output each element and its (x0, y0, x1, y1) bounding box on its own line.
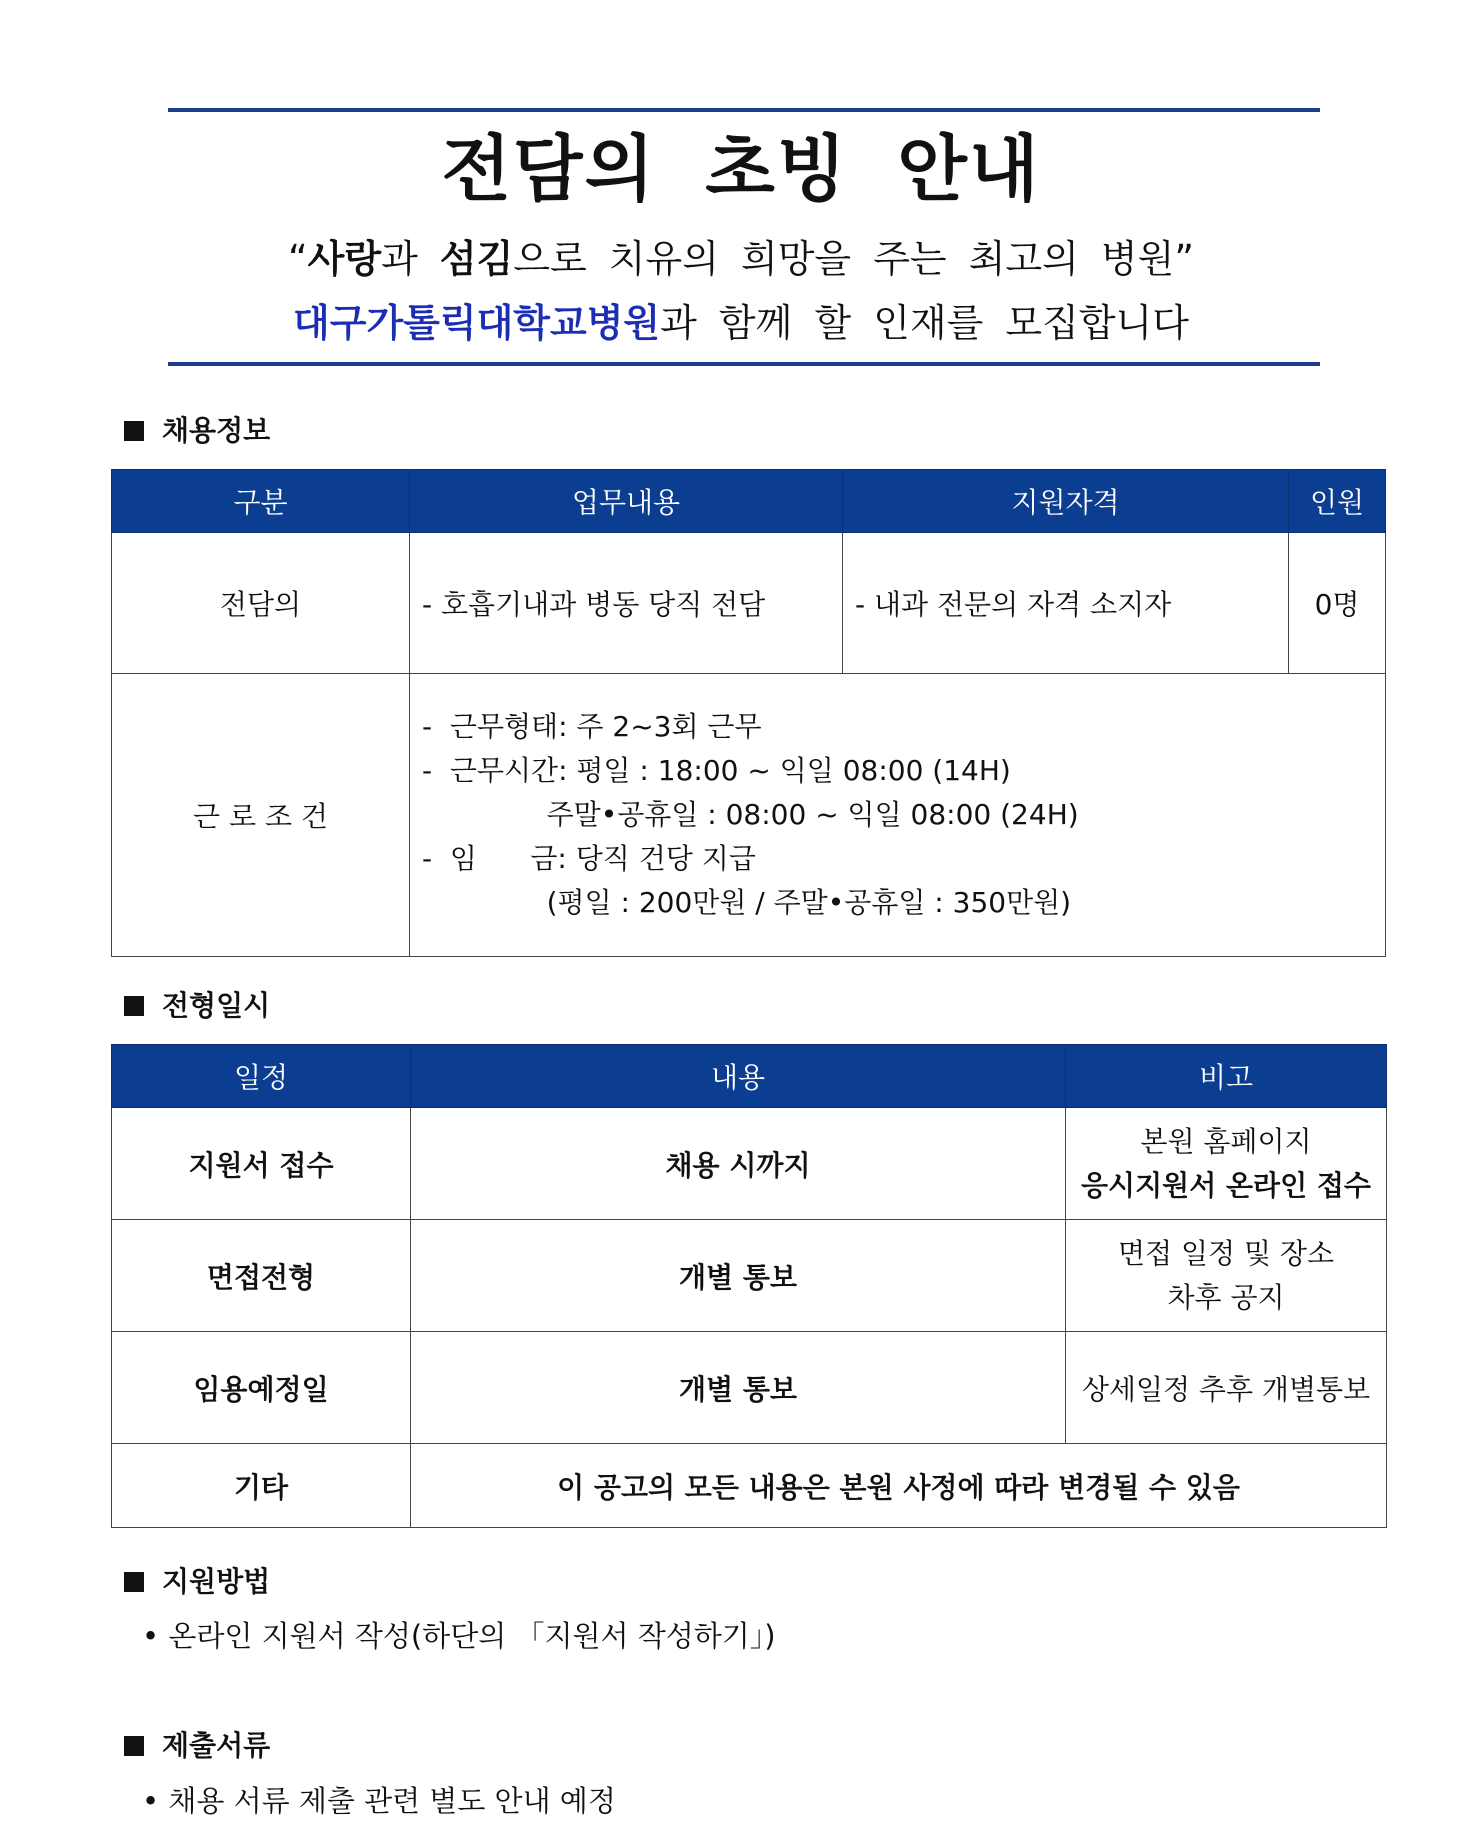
top-divider (168, 108, 1320, 112)
cell-working-conditions-label: 근 로 조 건 (112, 674, 410, 957)
application-method-text: • 온라인 지원서 작성(하단의 「지원서 작성하기」) (142, 1619, 776, 1653)
note-line: 면접 일정 및 장소 (1117, 1236, 1335, 1270)
section-title: 지원방법 (162, 1565, 271, 1598)
table-header-row (112, 470, 1386, 533)
table-row (112, 1444, 1387, 1528)
square-bullet-icon (124, 421, 144, 441)
cell-duty: - 호흡기내과 병동 당직 전담 (410, 533, 843, 674)
open-quote: “ (287, 237, 308, 281)
slogan-connector: 과 (381, 237, 440, 281)
close-quote: ” (1174, 237, 1195, 281)
section-documents (124, 1726, 270, 1766)
condition-line: - 임 금: 당직 건당 지급 (422, 842, 756, 875)
cell-content: 이 공고의 모든 내용은 본원 사정에 따라 변경될 수 있음 (411, 1444, 1387, 1528)
schedule-table (111, 1044, 1387, 1528)
recruitment-info-table (111, 469, 1386, 957)
cell-category: 전담의 (112, 533, 410, 674)
cell-stage: 지원서 접수 (112, 1108, 411, 1220)
header-content: 내용 (411, 1045, 1066, 1108)
cell-note (1066, 1108, 1387, 1220)
cell-count: 0명 (1289, 533, 1386, 674)
section-recruitment-info (124, 411, 270, 451)
condition-line: 주말•공휴일 : 08:00 ~ 익일 08:00 (24H) (422, 798, 1079, 831)
hospital-name: 대구가톨릭대학교병원 (293, 301, 661, 345)
note-line: 본원 홈페이지 (1140, 1124, 1312, 1158)
header-stage: 일정 (112, 1045, 411, 1108)
square-bullet-icon (124, 996, 144, 1016)
square-bullet-icon (124, 1736, 144, 1756)
section-title: 채용정보 (162, 414, 271, 447)
table-row (112, 1220, 1387, 1332)
section-application-method (124, 1562, 270, 1602)
header-qualification: 지원자격 (843, 470, 1289, 533)
condition-line: - 근무시간: 평일 : 18:00 ~ 익일 08:00 (14H) (422, 754, 1011, 787)
section-schedule (124, 986, 270, 1026)
slogan-love: 사랑 (307, 237, 382, 281)
bottom-divider (168, 362, 1320, 366)
square-bullet-icon (124, 1572, 144, 1592)
header-count: 인원 (1289, 470, 1386, 533)
header-note: 비고 (1066, 1045, 1387, 1108)
cell-stage: 임용예정일 (112, 1332, 411, 1444)
cell-stage: 면접전형 (112, 1220, 411, 1332)
cell-content: 개별 통보 (411, 1332, 1066, 1444)
tagline-rest: 과 함께 할 인재를 모집합니다 (660, 301, 1189, 345)
condition-line: - 근무형태: 주 2~3회 근무 (422, 710, 762, 743)
cell-qualification: - 내과 전문의 자격 소지자 (843, 533, 1289, 674)
note-line: 차후 공지 (1167, 1280, 1285, 1314)
section-title: 제출서류 (162, 1729, 271, 1762)
page-title: 전담의 초빙 안내 (441, 127, 1041, 211)
table-row (112, 1108, 1387, 1220)
cell-stage: 기타 (112, 1444, 411, 1528)
table-row (112, 674, 1386, 957)
slogan-rest: 으로 치유의 희망을 주는 최고의 병원 (513, 237, 1175, 281)
header-category: 구분 (112, 470, 410, 533)
documents-text: • 채용 서류 제출 관련 별도 안내 예정 (142, 1784, 616, 1818)
hospital-slogan (0, 232, 1482, 286)
header-duty: 업무내용 (410, 470, 843, 533)
condition-line: (평일 : 200만원 / 주말•공휴일 : 350만원) (422, 886, 1072, 919)
slogan-service: 섬김 (439, 237, 514, 281)
section-title: 전형일시 (162, 989, 271, 1022)
note-line: 응시지원서 온라인 접수 (1081, 1168, 1371, 1202)
table-header-row (112, 1045, 1387, 1108)
cell-working-conditions (410, 674, 1386, 957)
table-row (112, 533, 1386, 674)
table-row (112, 1332, 1387, 1444)
cell-note: 상세일정 추후 개별통보 (1066, 1332, 1387, 1444)
cell-content: 채용 시까지 (411, 1108, 1066, 1220)
cell-note (1066, 1220, 1387, 1332)
cell-content: 개별 통보 (411, 1220, 1066, 1332)
recruitment-tagline (0, 296, 1482, 350)
